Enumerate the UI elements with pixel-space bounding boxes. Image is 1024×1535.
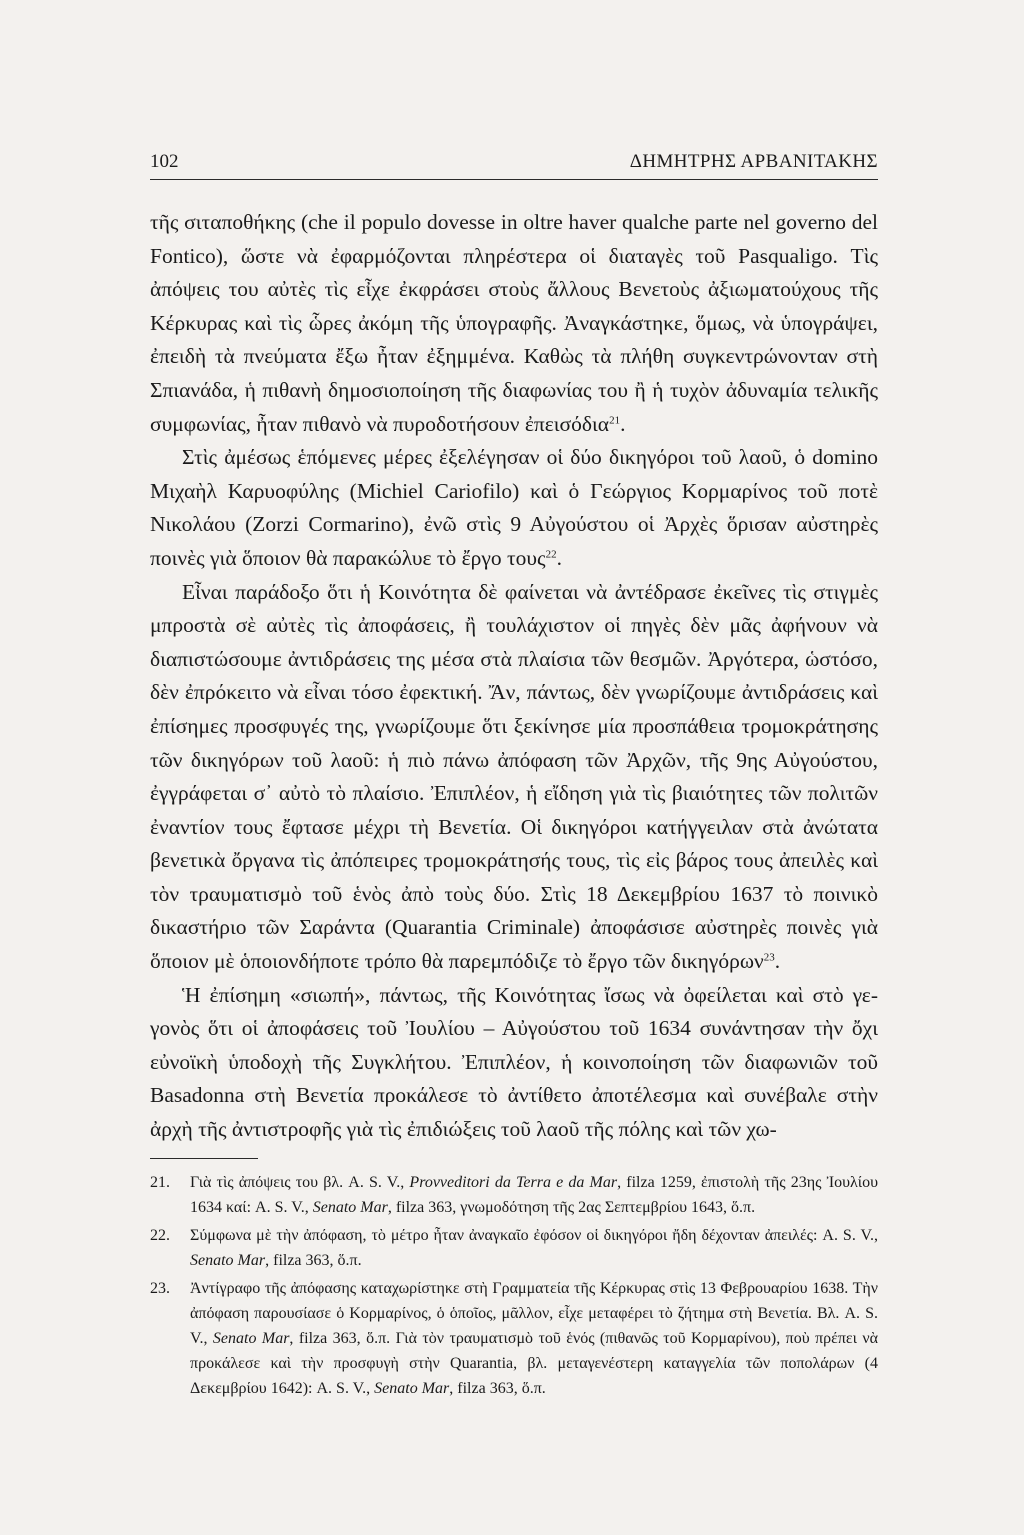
footnote-number: 21. xyxy=(150,1174,170,1191)
paragraph-tail: . xyxy=(556,545,562,570)
paragraph-tail: . xyxy=(774,949,781,974)
footnote-text-part: , filza 363, γνωμοδότηση τῆς 2ας Σεπτεμβρίου 1643, ὅ.π. xyxy=(387,1199,756,1216)
footnote-text-part: , filza 1259, ἐπιστολὴ τῆς 23ης Ἰουλίου 1634 καί: A. S. V., xyxy=(190,1174,879,1216)
footnote-ref-21[interactable]: 21 xyxy=(609,413,621,426)
paragraph-2 xyxy=(150,441,878,575)
footnote-text-part: , filza 363, ὅ.π. xyxy=(265,1252,362,1269)
footnote-source-title: Provveditori da Terra e da Mar xyxy=(409,1174,618,1191)
paragraph-4 xyxy=(150,979,878,1147)
body-text xyxy=(150,206,878,1147)
footnote-23 xyxy=(150,1276,878,1401)
footnote-text-part: , filza 363, ὅ.π. Γιὰ τὸν τραυματισμὸ τοῦ ἑνός (πιθανῶς τοῦ Κορμαρίνου), ποὺ πρέπει νὰ προκάλεσε καὶ τὴν προσφυγὴ στὴν Quarantia, βλ. μεταγενέστερη καταγγελία τῶν ποπολάρων (4 Δεκεμβρίου 1642): A. S. V., xyxy=(190,1330,878,1397)
footnote-text-part: , filza 363, ὅ.π. xyxy=(449,1380,546,1397)
page-number: 102 xyxy=(150,151,179,172)
footnote-source-title: Senato Mar xyxy=(312,1199,388,1216)
footnote-source-title: Senato Mar xyxy=(374,1380,450,1397)
footnote-21 xyxy=(150,1170,878,1220)
paragraph-text: Ἡ ἐπίσημη «σιωπή», πάντως, τῆς Κοινότητας ἴσως νὰ ὀφείλεται καὶ στὸ γεγονὸς ὅτι οἱ ἀποφάσεις τοῦ Ἰουλίου – Αὐγούστου τοῦ 1634 συνάντησαν τὴν ὄχι εὐνοϊκὴ ὑποδοχὴ τῆς Συγκλήτου. Ἐπιπλέον, ἡ κοινοποίηση τῶν διαφωνιῶν τοῦ Basadonna στὴ Βενετία προκάλεσε τὸ ἀντίθετο ἀποτέλεσμα καὶ συνέβαλε στὴν ἀρχὴ τῆς ἀντιστροφῆς γιὰ τὶς ἐπιδιώξεις τοῦ λαοῦ τῆς πόλης καὶ τῶν χω- xyxy=(150,982,878,1142)
footnotes xyxy=(150,1170,878,1404)
book-page xyxy=(150,150,879,1397)
paragraph-tail: . xyxy=(620,411,626,436)
paragraph-text: Στὶς ἀμέσως ἑπόμενες μέρες ἐξελέγησαν οἱ δύο δικηγόροι τοῦ λαοῦ, ὁ domino Μιχαὴλ Καρυοφύλης (Michiel Cariofilo) καὶ ὁ Γεώργιος Κορμαρίνος τοῦ ποτὲ Νικολάου (Zorzi Cormarino), ἐνῶ στὶς 9 Αὐγούστου οἱ Ἀρχὲς ὅρισαν αὐστηρὲς ποινὲς γιὰ ὅποιον θὰ παρακώλυε τὸ ἔργο τους xyxy=(150,445,878,570)
footnote-text xyxy=(190,1170,878,1220)
footnote-22 xyxy=(150,1223,878,1273)
footnote-number: 23. xyxy=(150,1280,170,1297)
footnote-source-title: Senato Mar xyxy=(190,1252,266,1269)
paragraph-3 xyxy=(150,576,878,979)
footnote-number: 22. xyxy=(150,1227,170,1244)
paragraph-text: τῆς σιταποθήκης (che il populo dovesse in oltre haver qualche parte nel governo del Fontico), ὥστε νὰ ἐφαρμόζονται πληρέστερα οἱ διαταγὲς τοῦ Pasqualigo. Τὶς ἀπόψεις του αὐτὲς τὶς εἶχε ἐκφράσει στοὺς ἄλλους Βενετοὺς ἀξιωματούχους τῆς Κέρκυρας καὶ τὶς ὧρες ἀκόμη τῆς ὑπογραφῆς. Ἀναγκάστηκε, ὅμως, νὰ ὑπογράψει, ἐπειδὴ τὰ πνεύματα ἔξω ἦταν ἐξημμένα. Καθὼς τὰ πλήθη συγκεντρώνονταν στὴ Σπιανάδα, ἡ πιθανὴ δημοσιοποίηση τῆς διαφωνίας του ἢ ἡ τυχὸν ἀδυναμία τελικῆς συμφωνίας, ἦταν πιθανὸ νὰ πυροδοτήσουν ἐπεισόδια xyxy=(150,210,878,436)
footnote-separator xyxy=(150,1158,258,1159)
footnote-text-part: Ἀντίγραφο τῆς ἀπόφασης καταχωρίστηκε στὴ Γραμματεία τῆς Κέρκυρας στὶς 13 Φεβρουαρίου 1638. Τὴν ἀπόφαση παρουσίασε ὁ Κορμαρίνος, ὁ ὁποῖος, μᾶλλον, εἶχε μεταφέρει τὸ ζήτημα στὴ Βενετία. Βλ. A. S. V., xyxy=(190,1280,878,1347)
running-head-author: ΔΗΜΗΤΡΗΣ ΑΡΒΑΝΙΤΑΚΗΣ xyxy=(629,151,878,172)
footnote-text-part: Γιὰ τὶς ἀπόψεις του βλ. A. S. V., xyxy=(190,1174,410,1191)
footnote-text-part: Σύμφωνα μὲ τὴν ἀπόφαση, τὸ μέτρο ἦταν ἀναγκαῖο ἐφόσον οἱ δικηγόροι ἤδη δέχονταν ἀπειλές: A. S. V., xyxy=(190,1227,878,1244)
footnote-source-title: Senato Mar xyxy=(212,1330,290,1347)
footnote-ref-22[interactable]: 22 xyxy=(545,548,557,561)
running-head xyxy=(150,150,878,180)
footnote-text xyxy=(190,1223,878,1273)
paragraph-1 xyxy=(150,206,878,441)
footnote-ref-23[interactable]: 23 xyxy=(763,951,775,964)
paragraph-text: Εἶναι παράδοξο ὅτι ἡ Κοινότητα δὲ φαίνεται νὰ ἀντέδρασε ἐκεῖνες τὶς στιγμὲς μπροστὰ σὲ αὐτὲς τὶς ἀποφάσεις, ἢ τουλάχιστον οἱ πηγὲς δὲν μᾶς ἀφήνουν νὰ διαπιστώσουμε ἀντιδράσεις της μέσα στὰ πλαίσια τῶν θεσμῶν. Ἀργότερα, ὡστόσο, δὲν ἐπρόκειτο νὰ εἶναι τόσο ἐφεκτική. Ἄν, πάντως, δὲν γνωρίζουμε ἀντιδράσεις καὶ ἐπίσημες προσφυγές της, γνωρίζουμε ὅτι ξεκίνησε μία προσπάθεια τρομοκράτησης τῶν δικηγόρων τοῦ λαοῦ: ἡ πιὸ πάνω ἀπόφαση τῶν Ἀρχῶν, τῆς 9ης Αὐγούστου, ἐγγράφεται σ᾽ αὐτὸ τὸ πλαίσιο. Ἐπιπλέον, ἡ εἴδηση γιὰ τὶς βιαιότητες τῶν πολιτῶν ἐναντίον τους ἔφτασε μέχρι τὴ Βενετία. Οἱ δικηγόροι κατήγγειλαν στὰ ἀνώτατα βενετικὰ ὄργανα τὶς ἀπόπειρες τρομοκράτησής τους, τὶς εἰς βάρος τους ἀπειλὲς καὶ τὸν τραυματισμὸ τοῦ ἑνὸς ἀπὸ τοὺς δύο. Στὶς 18 Δεκεμβρίου 1637 τὸ ποινικὸ δικαστήριο τῶν Σαράντα (Quarantia Criminale) ἀποφάσισε αὐστηρὲς ποινὲς γιὰ ὅποιον μὲ ὁποιονδήποτε τρόπο θὰ παρεμπόδιζε τὸ ἔργο τῶν δικηγόρων xyxy=(150,579,878,974)
footnote-text xyxy=(190,1276,878,1401)
